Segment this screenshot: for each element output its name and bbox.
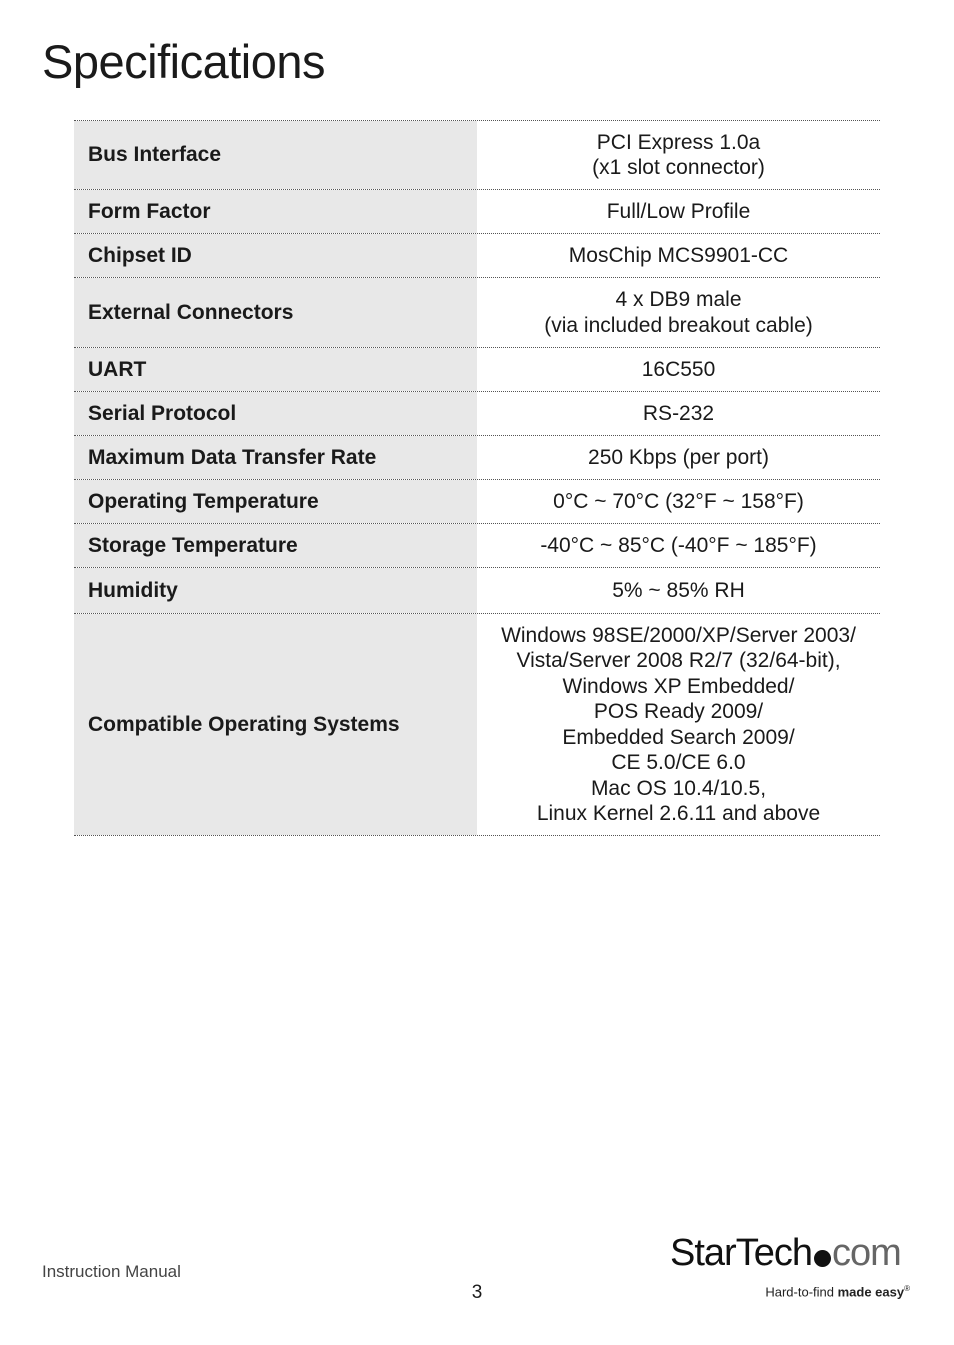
spec-label: UART [74,348,477,391]
spec-label: Chipset ID [74,234,477,277]
spec-value: 0°C ~ 70°C (32°F ~ 158°F) [553,489,804,513]
spec-value: RS-232 [642,401,715,425]
tagline-bold: made easy [837,1284,905,1300]
spec-row [74,348,880,392]
spec-value: 16C550 [641,357,716,381]
spec-row [74,190,880,234]
brand-dot-icon [814,1250,831,1267]
spec-label: Humidity [74,568,477,613]
spec-value: 4 x DB9 male (via included breakout cable) [544,288,813,337]
brand-tld: com [831,1232,901,1274]
spec-row [74,121,880,190]
spec-row [74,278,880,348]
spec-row [74,480,880,524]
registered-mark: ® [904,1284,910,1293]
startech-logo [670,1232,910,1312]
spec-label: Serial Protocol [74,392,477,435]
spec-row [74,524,880,568]
spec-value: 250 Kbps (per port) [588,445,769,469]
spec-value: -40°C ~ 85°C (-40°F ~ 185°F) [540,533,817,557]
spec-label: External Connectors [74,278,477,347]
spec-label: Maximum Data Transfer Rate [74,436,477,479]
spec-table [74,120,880,836]
spec-label: Bus Interface [74,121,477,189]
spec-row [74,614,880,836]
spec-value: Full/Low Profile [606,199,751,223]
spec-label: Form Factor [74,190,477,233]
brand-name: StarTech [670,1232,812,1274]
spec-row [74,392,880,436]
spec-value: PCI Express 1.0a (x1 slot connector) [592,130,765,179]
spec-row [74,568,880,614]
spec-value: MosChip MCS9901-CC [568,243,789,267]
spec-value: Windows 98SE/2000/XP/Server 2003/ Vista/Server 2008 R2/7 (32/64-bit), Windows XP Embedded/ POS Ready 2009/ Embedded Search 2009/ CE 5.0/CE 6.0 Mac OS 10.4/10.5, Linux Kernel 2.6.11 and above [501,623,856,825]
footer-manual-label: Instruction Manual [42,1262,181,1281]
spec-label: Compatible Operating Systems [74,614,477,835]
tagline-light: Hard-to-find [765,1284,838,1300]
page-number: 3 [471,1282,483,1303]
spec-row [74,234,880,278]
spec-label: Storage Temperature [74,524,477,567]
brand-tagline [765,1284,910,1299]
brand-wordmark [670,1232,901,1275]
page-title: Specifications [42,35,325,88]
spec-value: 5% ~ 85% RH [612,578,745,602]
spec-row [74,436,880,480]
spec-label: Operating Temperature [74,480,477,523]
